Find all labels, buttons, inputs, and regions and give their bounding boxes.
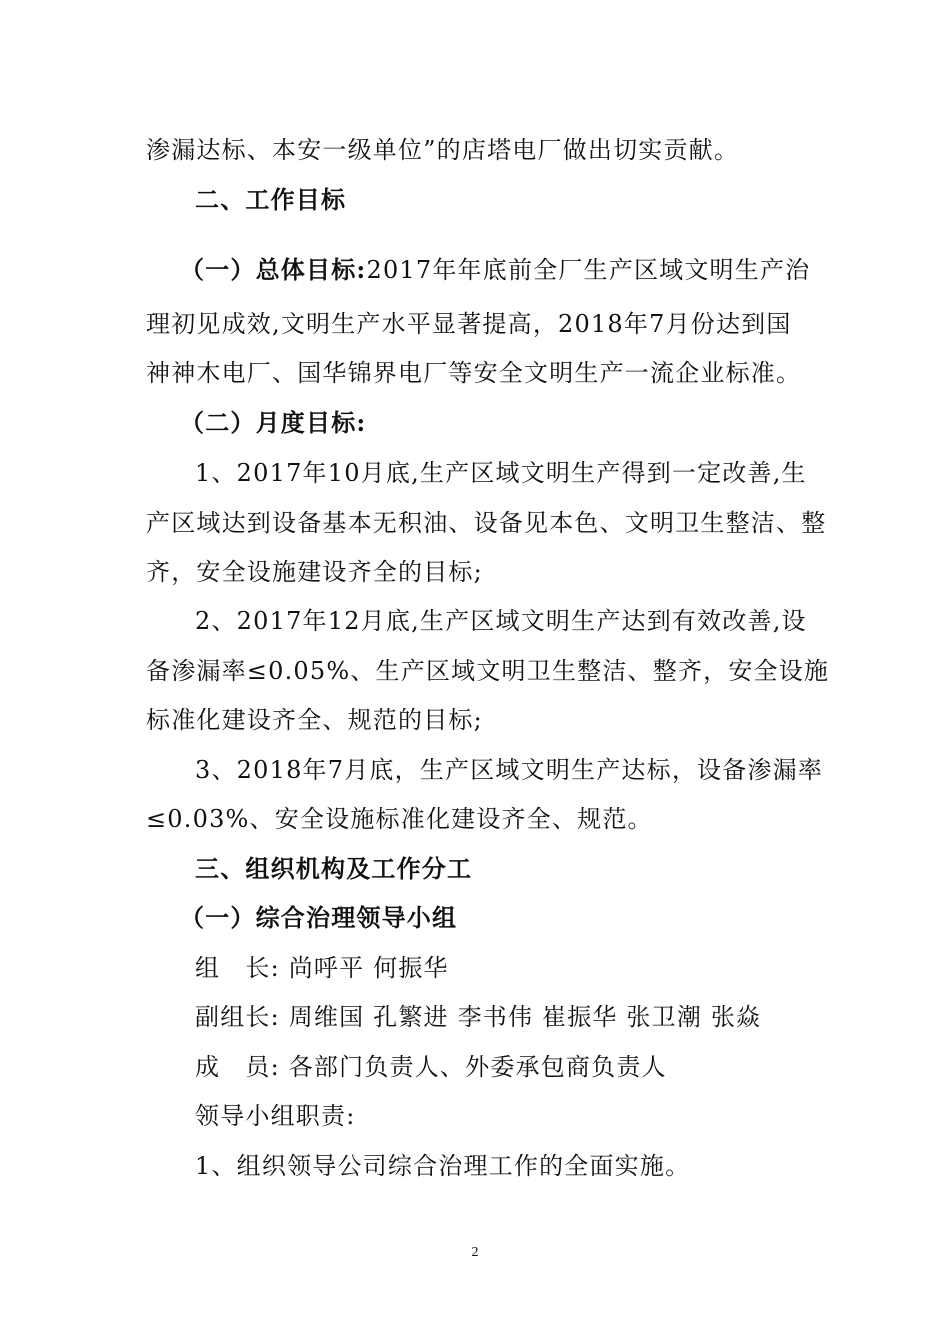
paragraph-line: 理初见成效,文明生产水平显著提高，2018年7月份达到国	[146, 310, 792, 338]
subheading-overall-goal: （一）总体目标:	[180, 255, 367, 284]
responsibilities-heading: 领导小组职责:	[195, 1102, 356, 1130]
paragraph-line: 标准化建设齐全、规范的目标;	[146, 706, 483, 734]
paragraph-line: 神神木电厂、国华锦界电厂等安全文明生产一流企业标准。	[146, 359, 802, 387]
paragraph-line: 1、2017年10月底,生产区域文明生产得到一定改善,生	[195, 459, 807, 487]
paragraph-line: 3、2018年7月底，生产区域文明生产达标，设备渗漏率	[195, 756, 824, 784]
paragraph-line: 2、2017年12月底,生产区域文明生产达到有效改善,设	[195, 607, 807, 635]
paragraph-line: ≤0.03%、安全设施标准化建设齐全、规范。	[146, 805, 653, 833]
section-heading-work-goals: 二、工作目标	[195, 185, 347, 214]
subheading-monthly-goal: （二）月度目标:	[180, 408, 367, 437]
section-heading-organization: 三、组织机构及工作分工	[195, 854, 473, 883]
members-line: 成 员: 各部门负责人、外委承包商负责人	[195, 1053, 667, 1081]
paragraph-line: 齐，安全设施建设齐全的目标;	[146, 558, 483, 586]
paragraph-line: 渗漏达标、本安一级单位”的店塔电厂做出切实贡献。	[146, 136, 740, 164]
paragraph-line: 产区域达到设备基本无积油、设备见本色、文明卫生整洁、整	[146, 509, 827, 537]
page-number: 2	[471, 1245, 479, 1260]
responsibility-item: 1、组织领导公司综合治理工作的全面实施。	[195, 1152, 691, 1180]
group-leader-line: 组 长: 尚呼平 何振华	[195, 954, 449, 982]
subheading-leadership-group: （一）综合治理领导小组	[180, 903, 458, 932]
paragraph-line: 备渗漏率≤0.05%、生产区域文明卫生整洁、整齐，安全设施	[146, 657, 830, 685]
deputy-leader-line: 副组长: 周维国 孔繁进 李书伟 崔振华 张卫潮 张焱	[195, 1003, 762, 1031]
overall-goal-text: 2017年年底前全厂生产区域文明生产治	[366, 256, 811, 284]
paragraph-line	[180, 255, 810, 285]
